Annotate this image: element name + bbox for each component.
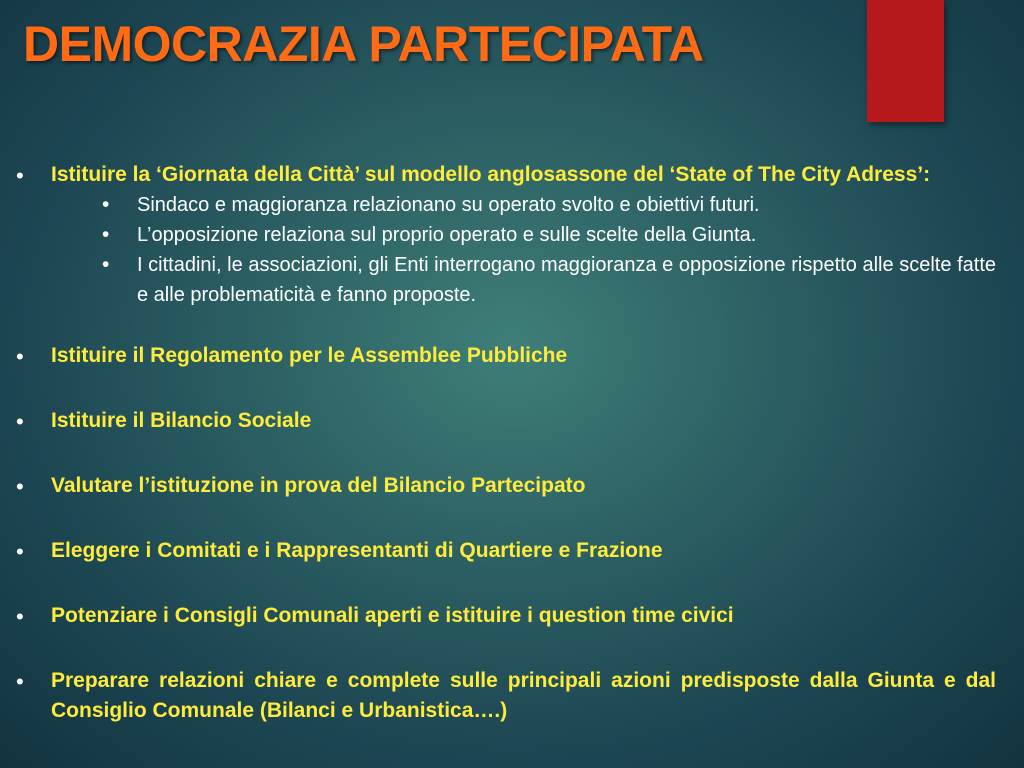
bullet-icon: • [16, 539, 24, 564]
bullet-icon: • [102, 193, 110, 216]
bullet-icon: • [102, 253, 110, 276]
bullet-icon: • [16, 474, 24, 499]
bullet-icon: • [16, 409, 24, 434]
sub-list-item [102, 220, 996, 250]
bullet-icon: • [16, 163, 24, 188]
list-item [16, 536, 996, 566]
sub-list-item [102, 250, 996, 310]
list-item [16, 160, 996, 310]
list-item-text: Eleggere i Comitati e i Rappresentanti di Quartiere e Frazione [51, 539, 663, 562]
bullet-icon: • [16, 604, 24, 629]
list-item-text: Istituire il Bilancio Sociale [51, 409, 312, 432]
list-item-text: Valutare l’istituzione in prova del Bilancio Partecipato [51, 474, 586, 497]
list-item-text: Istituire il Regolamento per le Assemblee Pubbliche [51, 344, 568, 367]
bullet-icon: • [102, 223, 110, 246]
slide-title: DEMOCRAZIA PARTECIPATA [23, 16, 704, 72]
list-item [16, 341, 996, 371]
list-item [16, 471, 996, 501]
sub-list-item-text: I cittadini, le associazioni, gli Enti interrogano maggioranza e opposizione rispetto alle scelte fatte e alle problematicità e fanno proposte. [137, 254, 996, 306]
list-item [16, 666, 996, 726]
accent-bar [867, 0, 944, 122]
list-item-text: Preparare relazioni chiare e complete sulle principali azioni predisposte dalla Giunta e dal Consiglio Comunale (Bilanci e Urbanistica….) [51, 669, 996, 722]
list-item [16, 406, 996, 436]
sub-list-item-text: Sindaco e maggioranza relazionano su operato svolto e obiettivi futuri. [137, 194, 760, 216]
sub-list [51, 190, 996, 310]
bullet-icon: • [16, 669, 24, 694]
sub-list-item [102, 190, 996, 220]
list-item-text: Potenziare i Consigli Comunali aperti e istituire i question time civici [51, 604, 734, 627]
sub-list-item-text: L’opposizione relaziona sul proprio operato e sulle scelte della Giunta. [137, 224, 757, 246]
bullet-list [16, 160, 996, 726]
list-item-text: Istituire la ‘Giornata della Città’ sul modello anglosassone del ‘State of The City Adress’: [51, 163, 931, 186]
list-item [16, 601, 996, 631]
bullet-icon: • [16, 344, 24, 369]
